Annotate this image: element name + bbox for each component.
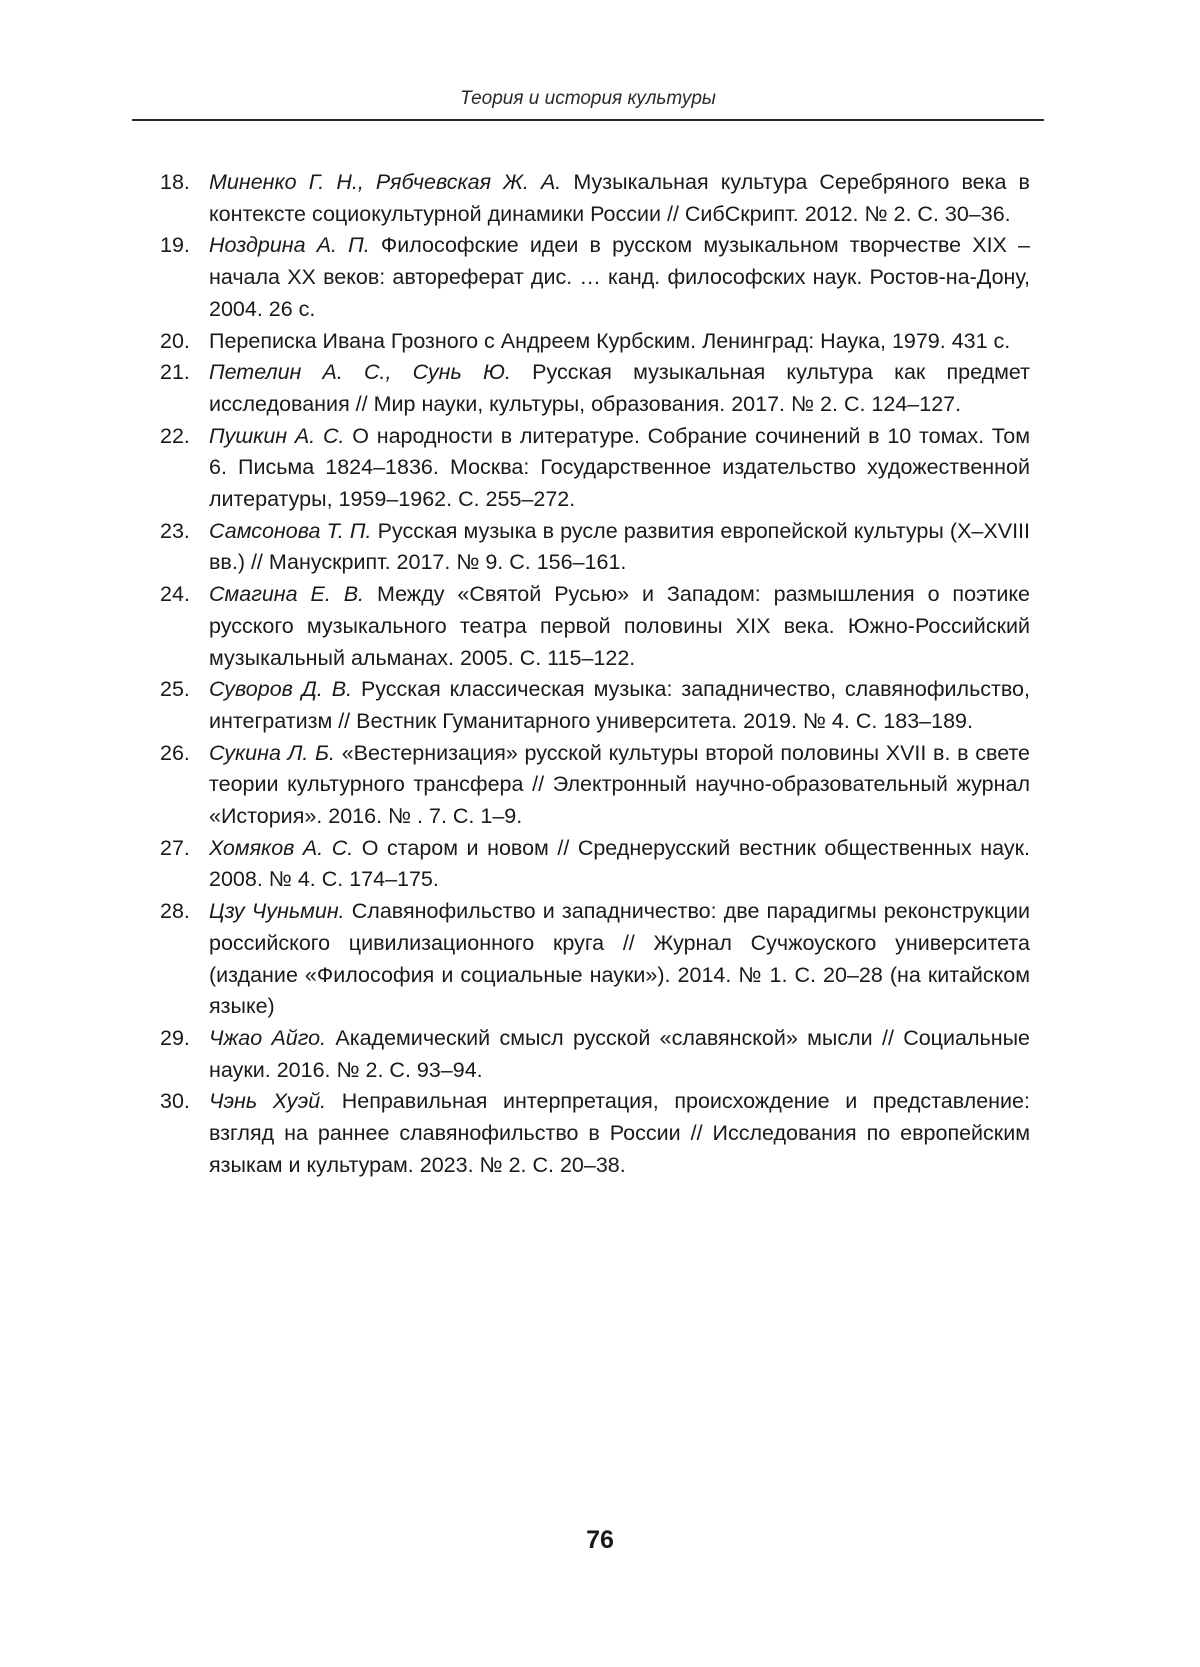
reference-text: «Вестернизация» русской культуры второй половины XVII в. в свете теории культурного трансфера // Электронный научно-образовательный журнал «История». 2016. № . 7. С. 1–9. (209, 740, 1031, 829)
reference-author: Чжао Айго. (209, 1025, 327, 1050)
reference-author: Миненко Г. Н., Рябчевская Ж. А. (209, 170, 562, 194)
reference-author: Смагина Е. В. (209, 582, 365, 607)
reference-number: 26. (160, 740, 190, 765)
reference-text: Русская классическая музыка: западничество, славянофильство, интегратизм // Вестник Гуманитарного университета. 2019. № 4. С. 183–189. (209, 677, 1030, 733)
reference-item (160, 516, 1030, 579)
page-number: 76 (586, 1526, 614, 1554)
reference-text: Философские идеи в русском музыкальном творчестве XIX – начала XX веков: автореферат дис. … канд. философских наук. Ростов-на-Дону, 2004. 26 с. (209, 233, 1030, 321)
reference-text: Между «Святой Русью» и Западом: размышления о поэтике русского музыкального театра первой половины XIX века. Южно-Российский музыкальный альманах. 2005. С. 115–122. (209, 582, 1030, 670)
reference-item (160, 357, 1030, 420)
reference-text: О старом и новом // Среднерусский вестник общественных наук. 2008. № 4. С. 174–175. (209, 835, 1030, 892)
reference-item (160, 167, 1030, 230)
reference-number: 19. (160, 233, 190, 258)
running-header: Теория и история культуры (460, 88, 716, 109)
reference-item (160, 326, 1030, 358)
reference-text: Славянофильство и западничество: две парадигмы реконструкции российского цивилизационного круга // Журнал Сучжоуского университета (издание «Философия и социальные науки»). 2014. № 1. С. 20–28 (на китайском языке) (209, 899, 1030, 1019)
reference-number: 27. (160, 835, 190, 860)
reference-number: 24. (160, 582, 190, 607)
reference-text: Переписка Ивана Грозного с Андреем Курбским. Ленинград: Наука, 1979. 431 с. (209, 328, 1011, 353)
reference-number: 23. (160, 518, 190, 543)
reference-number: 28. (160, 899, 190, 924)
reference-text: Русская музыкальная культура как предмет исследования // Мир науки, культуры, образования. 2017. № 2. С. 124–127. (209, 360, 1030, 416)
reference-number: 25. (160, 677, 190, 702)
reference-item (160, 1086, 1030, 1181)
reference-number: 29. (160, 1025, 190, 1050)
reference-author: Чэнь Хуэй. (209, 1089, 327, 1114)
reference-number: 30. (160, 1089, 190, 1114)
reference-author: Пушкин А. С. (209, 423, 345, 448)
reference-author: Суворов Д. В. (209, 677, 353, 702)
reference-item (160, 579, 1030, 674)
reference-number: 20. (160, 328, 190, 353)
reference-author: Цзу Чуньмин. (209, 899, 345, 924)
reference-number: 18. (160, 170, 190, 194)
reference-author: Ноздрина А. П. (209, 233, 370, 258)
reference-item (160, 896, 1030, 1023)
reference-item (160, 674, 1030, 737)
reference-author: Самсонова Т. П. (209, 518, 372, 543)
reference-item (160, 738, 1030, 833)
reference-number: 21. (160, 360, 190, 385)
reference-text: Неправильная интерпретация, происхождение и представление: взгляд на раннее славянофильство в России // Исследования по европейским языкам и культурам. 2023. № 2. С. 20–38. (209, 1089, 1030, 1177)
reference-text: О народности в литературе. Собрание сочинений в 10 томах. Том 6. Письма 1824–1836. Москва: Государственное издательство художественной литературы, 1959–1962. С. 255–272. (209, 423, 1030, 512)
reference-item (160, 1023, 1030, 1086)
reference-author: Хомяков А. С. (209, 835, 354, 860)
reference-list (160, 167, 1030, 1182)
reference-item (160, 421, 1030, 516)
reference-text: Русская музыка в русле развития европейской культуры (X–XVIII вв.) // Манускрипт. 2017. № 9. С. 156–161. (209, 518, 1030, 575)
reference-text: Академический смысл русской «славянской» мысли // Социальные науки. 2016. № 2. С. 93–94. (209, 1025, 1030, 1082)
reference-author: Сукина Л. Б. (209, 740, 336, 765)
reference-text: Музыкальная культура Серебряного века в контексте социокультурной динамики России // СибСкрипт. 2012. № 2. С. 30–36. (209, 170, 1030, 226)
reference-author: Петелин А. С., Сунь Ю. (209, 360, 511, 385)
header-divider (132, 119, 1044, 121)
reference-number: 22. (160, 423, 190, 448)
reference-item (160, 230, 1030, 325)
reference-item (160, 833, 1030, 896)
